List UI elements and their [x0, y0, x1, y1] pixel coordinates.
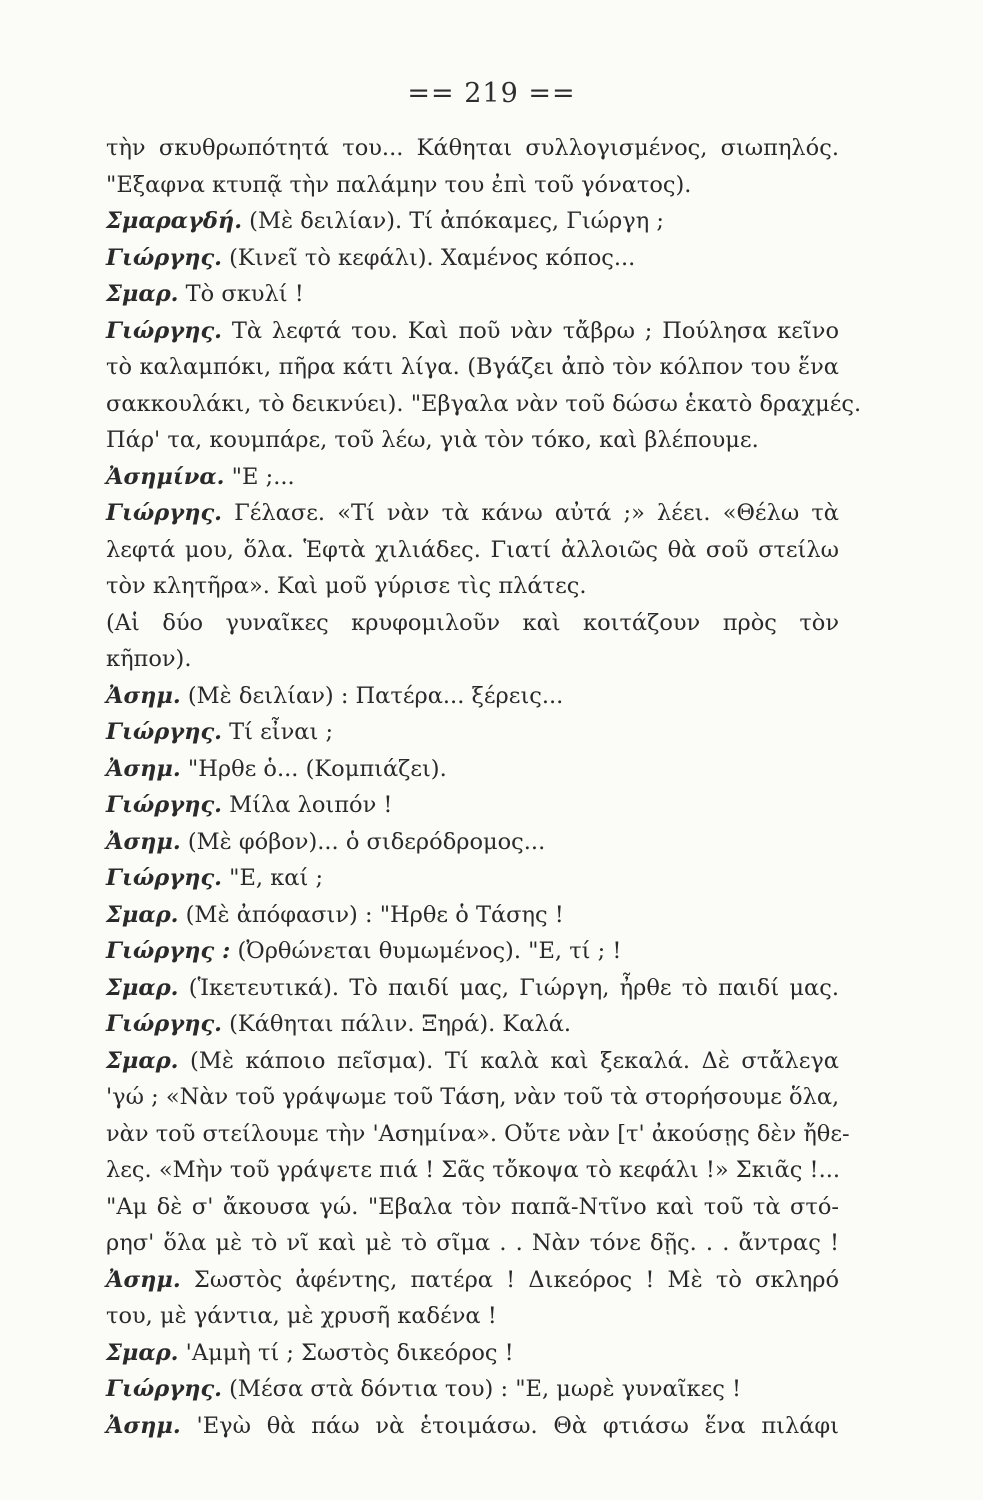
- text-line: [106, 1079, 839, 1116]
- text-line: [106, 1189, 839, 1226]
- text-line: [106, 386, 862, 423]
- text-line: [106, 495, 839, 532]
- speaker-name: Γιώργης.: [106, 792, 222, 818]
- line-text: λεφτά μου, ὅλα. Ἑφτὰ χιλιάδες. Γιατί ἀλλοιῶς θὰ σοῦ στείλω: [106, 536, 839, 563]
- line-text: (Μὲ φόβον)... ὁ σιδερόδρομος...: [180, 828, 546, 855]
- line-text: (Μέσα στὰ δόντια του) : "Ε, μωρὲ γυναῖκες !: [222, 1376, 742, 1402]
- speaker-name: Γιώργης :: [106, 938, 231, 964]
- speaker-name: Ἀσημ.: [106, 1266, 181, 1293]
- text-line: [106, 568, 839, 605]
- text-line: [106, 970, 839, 1007]
- line-text: τὸ καλαμπόκι, πῆρα κάτι λίγα. (Βγάζει ἀπὸ τὸν κόλπον του ἕνα: [106, 354, 839, 380]
- speaker-name: Ἀσημ.: [106, 828, 181, 855]
- speaker-name: Γιώργης.: [106, 244, 222, 271]
- line-text: κῆπον).: [106, 646, 192, 672]
- line-text: Τί εἶναι ;: [222, 719, 334, 745]
- line-text: τὸν κλητῆρα». Καὶ μοῦ γύρισε τὶς πλάτες.: [106, 573, 587, 599]
- line-text: ρησ' ὅλα μὲ τὸ νῖ καὶ μὲ τὸ σῖμα . . Νὰν τόνε δῇς. . . ἄντρας !: [106, 1230, 839, 1256]
- line-text: (Ὀρθώνεται θυμωμένος). "Ε, τί ; !: [230, 938, 622, 964]
- line-text: Πάρ' τα, κουμπάρε, τοῦ λέω, γιὰ τὸν τόκο, καὶ βλέπουμε.: [106, 427, 759, 453]
- text-line: [106, 1335, 839, 1372]
- speaker-name: Γιώργης.: [106, 317, 222, 344]
- text-line: [106, 240, 839, 277]
- speaker-name: Γιώργης.: [106, 1011, 222, 1037]
- text-line: [106, 1298, 839, 1335]
- line-text: (Μὲ δειλίαν). Τί ἀπόκαμες, Γιώργη ;: [242, 208, 664, 234]
- speaker-name: Σμαρ.: [106, 1047, 179, 1074]
- text-line: [106, 532, 839, 569]
- text-line: [106, 1371, 839, 1408]
- text-line: [106, 1152, 839, 1189]
- line-text: νὰν τοῦ στείλουμε τὴν 'Ασημίνα». Οὔτε νὰν [τ' ἀκούσῃς δὲν ἤθε-: [106, 1120, 850, 1147]
- line-text: λες. «Μὴν τοῦ γράψετε πιά ! Σᾶς τὄκοψα τὸ κεφάλι !» Σκιᾶς !...: [106, 1157, 841, 1183]
- line-text: τὴν σκυθρωπότητά του... Κάθηται συλλογισμένος, σιωπηλός.: [106, 135, 839, 161]
- speaker-name: Γιώργης.: [106, 719, 222, 745]
- line-text: Τὰ λεφτά του. Καὶ ποῦ νὰν τἄβρω ; Πούλησα κεῖνο: [222, 317, 839, 344]
- text-line: [106, 276, 839, 313]
- text-line: [106, 714, 839, 751]
- line-text: σακκουλάκι, τὸ δεικνύει). "Εβγαλα νὰν τοῦ δώσω ἑκατὸ δραχμές.: [106, 390, 862, 417]
- text-line: [106, 787, 839, 824]
- line-text: Σωστὸς ἀφέντης, πατέρα ! Δικεόρος ! Μὲ τὸ σκληρό: [180, 1266, 839, 1293]
- text-line: [106, 751, 839, 788]
- line-text: (Κινεῖ τὸ κεφάλι). Χαμένος κόπος...: [222, 244, 636, 271]
- text-line: [106, 605, 839, 642]
- text-line: [106, 860, 839, 897]
- line-text: του, μὲ γάντια, μὲ χρυσῆ καδένα !: [106, 1303, 497, 1329]
- line-text: "Αμ δὲ σ' ἄκουσα γώ. "Εβαλα τὸν παπᾶ-Ντῖνο καὶ τοῦ τὰ στό-: [106, 1193, 839, 1220]
- text-line: [106, 641, 839, 678]
- play-text: [106, 130, 862, 1444]
- text-line: [106, 1006, 839, 1043]
- speaker-name: Σμαρ.: [106, 901, 179, 928]
- speaker-name: Ἀσημ.: [106, 755, 181, 782]
- speaker-name: Ἀσημίνα.: [106, 463, 225, 490]
- text-line: [106, 824, 839, 861]
- speaker-name: Σμαρ.: [106, 974, 179, 1001]
- line-text: 'Εγὼ θὰ πάω νὰ ἑτοιμάσω. Θὰ φτιάσω ἕνα πιλάφι: [180, 1412, 839, 1439]
- line-text: (Αἱ δύο γυναῖκες κρυφομιλοῦν καὶ κοιτάζουν πρὸς τὸν: [106, 609, 839, 636]
- speaker-name: Ἀσημ.: [106, 682, 181, 709]
- line-text: (Μὲ ἀπόφασιν) : "Ηρθε ὁ Τάσης !: [178, 901, 564, 928]
- line-text: 'γώ ; «Νὰν τοῦ γράψωμε τοῦ Τάση, νὰν τοῦ τὰ στορήσουμε ὅλα,: [106, 1084, 840, 1110]
- text-line: [106, 897, 839, 934]
- text-line: [106, 167, 839, 204]
- line-text: "Εξαφνα κτυπᾷ τὴν παλάμην του ἐπὶ τοῦ γόνατος).: [106, 171, 692, 198]
- speaker-name: Σμαραγδή.: [106, 208, 243, 234]
- text-line: [106, 422, 839, 459]
- line-text: (Μὲ δειλίαν) : Πατέρα... ξέρεις...: [180, 682, 564, 709]
- text-line: [106, 349, 839, 386]
- line-text: (Μὲ κάποιο πεῖσμα). Τί καλὰ καὶ ξεκαλά. Δὲ στἄλεγα: [178, 1047, 839, 1074]
- speaker-name: Σμαρ.: [106, 1339, 179, 1366]
- line-text: 'Αμμὴ τί ; Σωστὸς δικεόρος !: [178, 1339, 514, 1366]
- text-line: [106, 459, 839, 496]
- text-line: [106, 1043, 839, 1080]
- speaker-name: Γιώργης.: [106, 1376, 222, 1402]
- text-line: [106, 313, 839, 350]
- text-line: [106, 1408, 839, 1445]
- speaker-name: Γιώργης.: [106, 500, 222, 526]
- line-text: Μίλα λοιπόν !: [222, 792, 393, 818]
- speaker-name: Γιώργης.: [106, 865, 222, 891]
- text-line: [106, 678, 839, 715]
- text-line: [106, 203, 839, 240]
- text-line: [106, 933, 839, 970]
- line-text: (Κάθηται πάλιν. Ξηρά). Καλά.: [222, 1011, 572, 1037]
- speaker-name: Σμαρ.: [106, 281, 179, 307]
- text-line: [106, 1225, 839, 1262]
- page-number: == 219 ==: [407, 78, 576, 109]
- line-text: "Ε, καί ;: [222, 865, 324, 891]
- line-text: Τὸ σκυλί !: [178, 281, 304, 307]
- speaker-name: Ἀσημ.: [106, 1412, 181, 1439]
- line-text: "Ηρθε ὁ... (Κομπιάζει).: [180, 755, 447, 782]
- line-text: "Ε ;...: [224, 463, 295, 490]
- text-line: [106, 1262, 839, 1299]
- text-line: [106, 1116, 850, 1153]
- text-line: [106, 130, 839, 167]
- line-text: Γέλασε. «Τί νὰν τὰ κάνω αὐτά ;» λέει. «Θέλω τὰ: [222, 500, 839, 526]
- line-text: (Ἱκετευτικά). Τὸ παιδί μας, Γιώργη, ἦρθε τὸ παιδί μας.: [178, 974, 839, 1001]
